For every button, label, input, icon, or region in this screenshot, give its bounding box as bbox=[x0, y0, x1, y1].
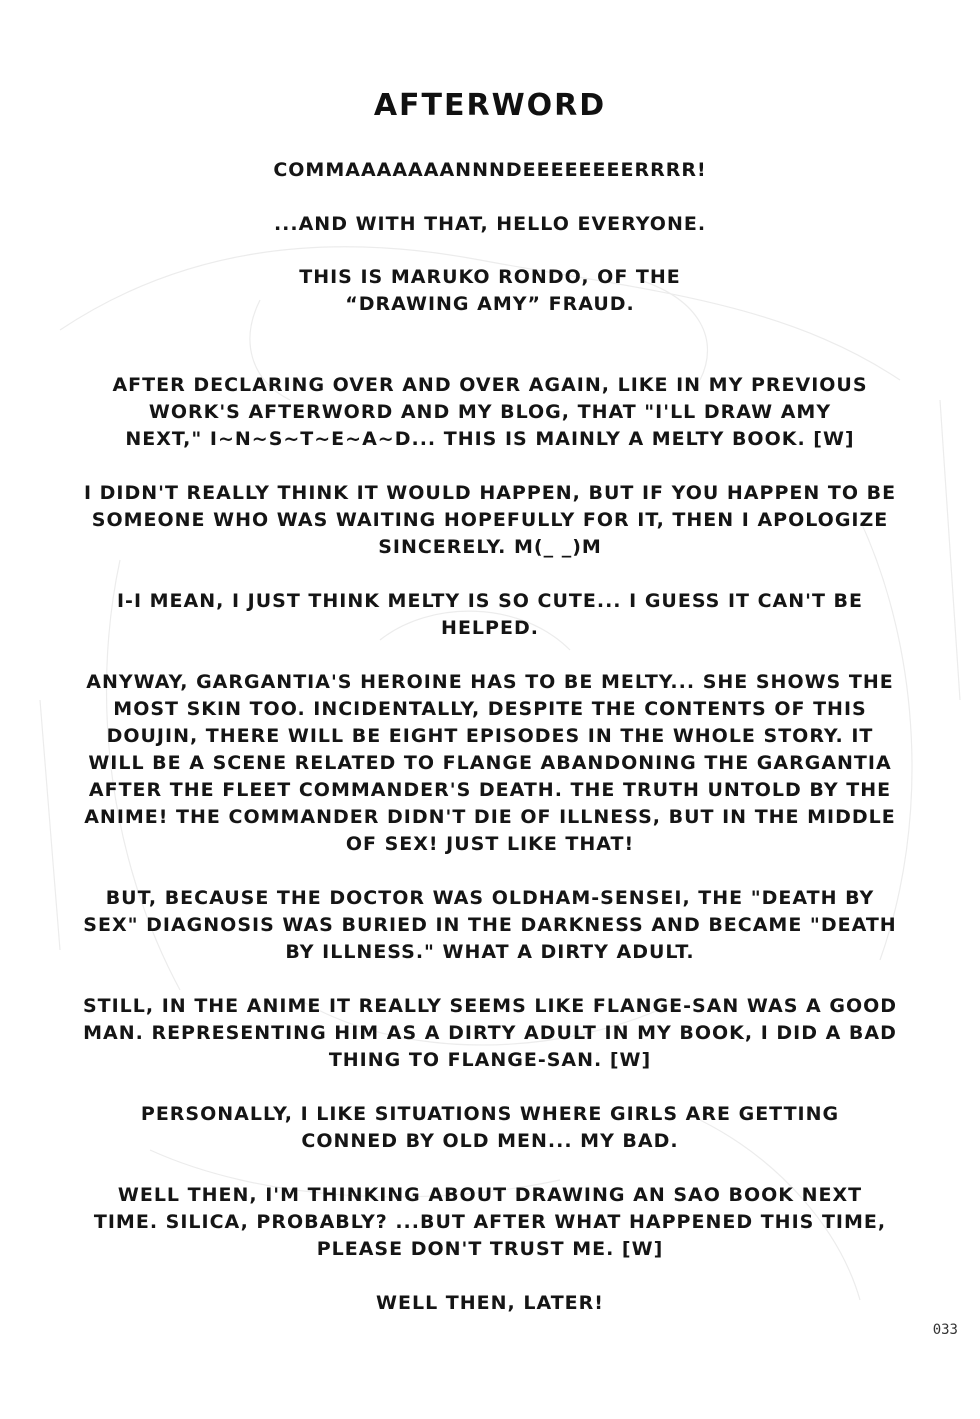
page-number: 033 bbox=[932, 1322, 958, 1338]
paragraph-4: AFTER DECLARING OVER AND OVER AGAIN, LIKE IN MY PREVIOUS WORK'S AFTERWORD AND MY BLOG, THAT "I'LL DRAW AMY NEXT," I~N~S~T~E~A~D... THIS IS MAINLY A MELTY BOOK. [W] bbox=[112, 374, 868, 450]
paragraph-5: I DIDN'T REALLY THINK IT WOULD HAPPEN, BUT IF YOU HAPPEN TO BE SOMEONE WHO WAS WAITING HOPEFULLY FOR IT, THEN I APOLOGIZE SINCERELY. M(_ _)M bbox=[83, 482, 897, 558]
paragraph-10: PERSONALLY, I LIKE SITUATIONS WHERE GIRLS ARE GETTING CONNED BY OLD MEN... MY BAD. bbox=[140, 1103, 840, 1152]
paragraph-8: BUT, BECAUSE THE DOCTOR WAS OLDHAM-SENSEI, THE "DEATH BY SEX" DIAGNOSIS WAS BURIED IN THE DARKNESS AND BECAME "DEATH BY ILLNESS." WHAT A DIRTY ADULT. bbox=[83, 887, 897, 963]
paragraph-11: WELL THEN, I'M THINKING ABOUT DRAWING AN SAO BOOK NEXT TIME. SILICA, PROBABLY? ...BUT AFTER WHAT HAPPENED THIS TIME, PLEASE DON'T TRUST ME. [W] bbox=[93, 1184, 887, 1260]
paragraph-1: COMMAAAAAAANNNDEEEEEEEERRRR! bbox=[273, 159, 707, 181]
paragraph-3: THIS IS MARUKO RONDO, OF THE “DRAWING AMY” FRAUD. bbox=[299, 266, 681, 315]
page-title: AFTERWORD bbox=[373, 88, 607, 123]
paragraph-6: I-I MEAN, I JUST THINK MELTY IS SO CUTE... I GUESS IT CAN'T BE HELPED. bbox=[116, 590, 864, 639]
paragraph-7: ANYWAY, GARGANTIA'S HEROINE HAS TO BE MELTY... SHE SHOWS THE MOST SKIN TOO. INCIDENTALLY, DESPITE THE CONTENTS OF THIS DOUJIN, THERE WILL BE EIGHT EPISODES IN THE WHOLE STORY. IT WILL BE A SCENE RELATED TO FLANGE ABANDONING THE GARGANTIA AFTER THE FLEET COMMANDER'S DEATH. THE TRUTH UNTOLD BY THE ANIME! THE COMMANDER DIDN'T DIE OF ILLNESS, BUT IN THE MIDDLE OF SEX! JUST LIKE THAT! bbox=[84, 671, 896, 855]
paragraph-2: ...AND WITH THAT, HELLO EVERYONE. bbox=[273, 213, 707, 235]
paragraph-9: STILL, IN THE ANIME IT REALLY SEEMS LIKE FLANGE-SAN WAS A GOOD MAN. REPRESENTING HIM AS A DIRTY ADULT IN MY BOOK, I DID A BAD THING TO FLANGE-SAN. [W] bbox=[82, 995, 898, 1071]
paragraph-12: WELL THEN, LATER! bbox=[376, 1292, 604, 1314]
